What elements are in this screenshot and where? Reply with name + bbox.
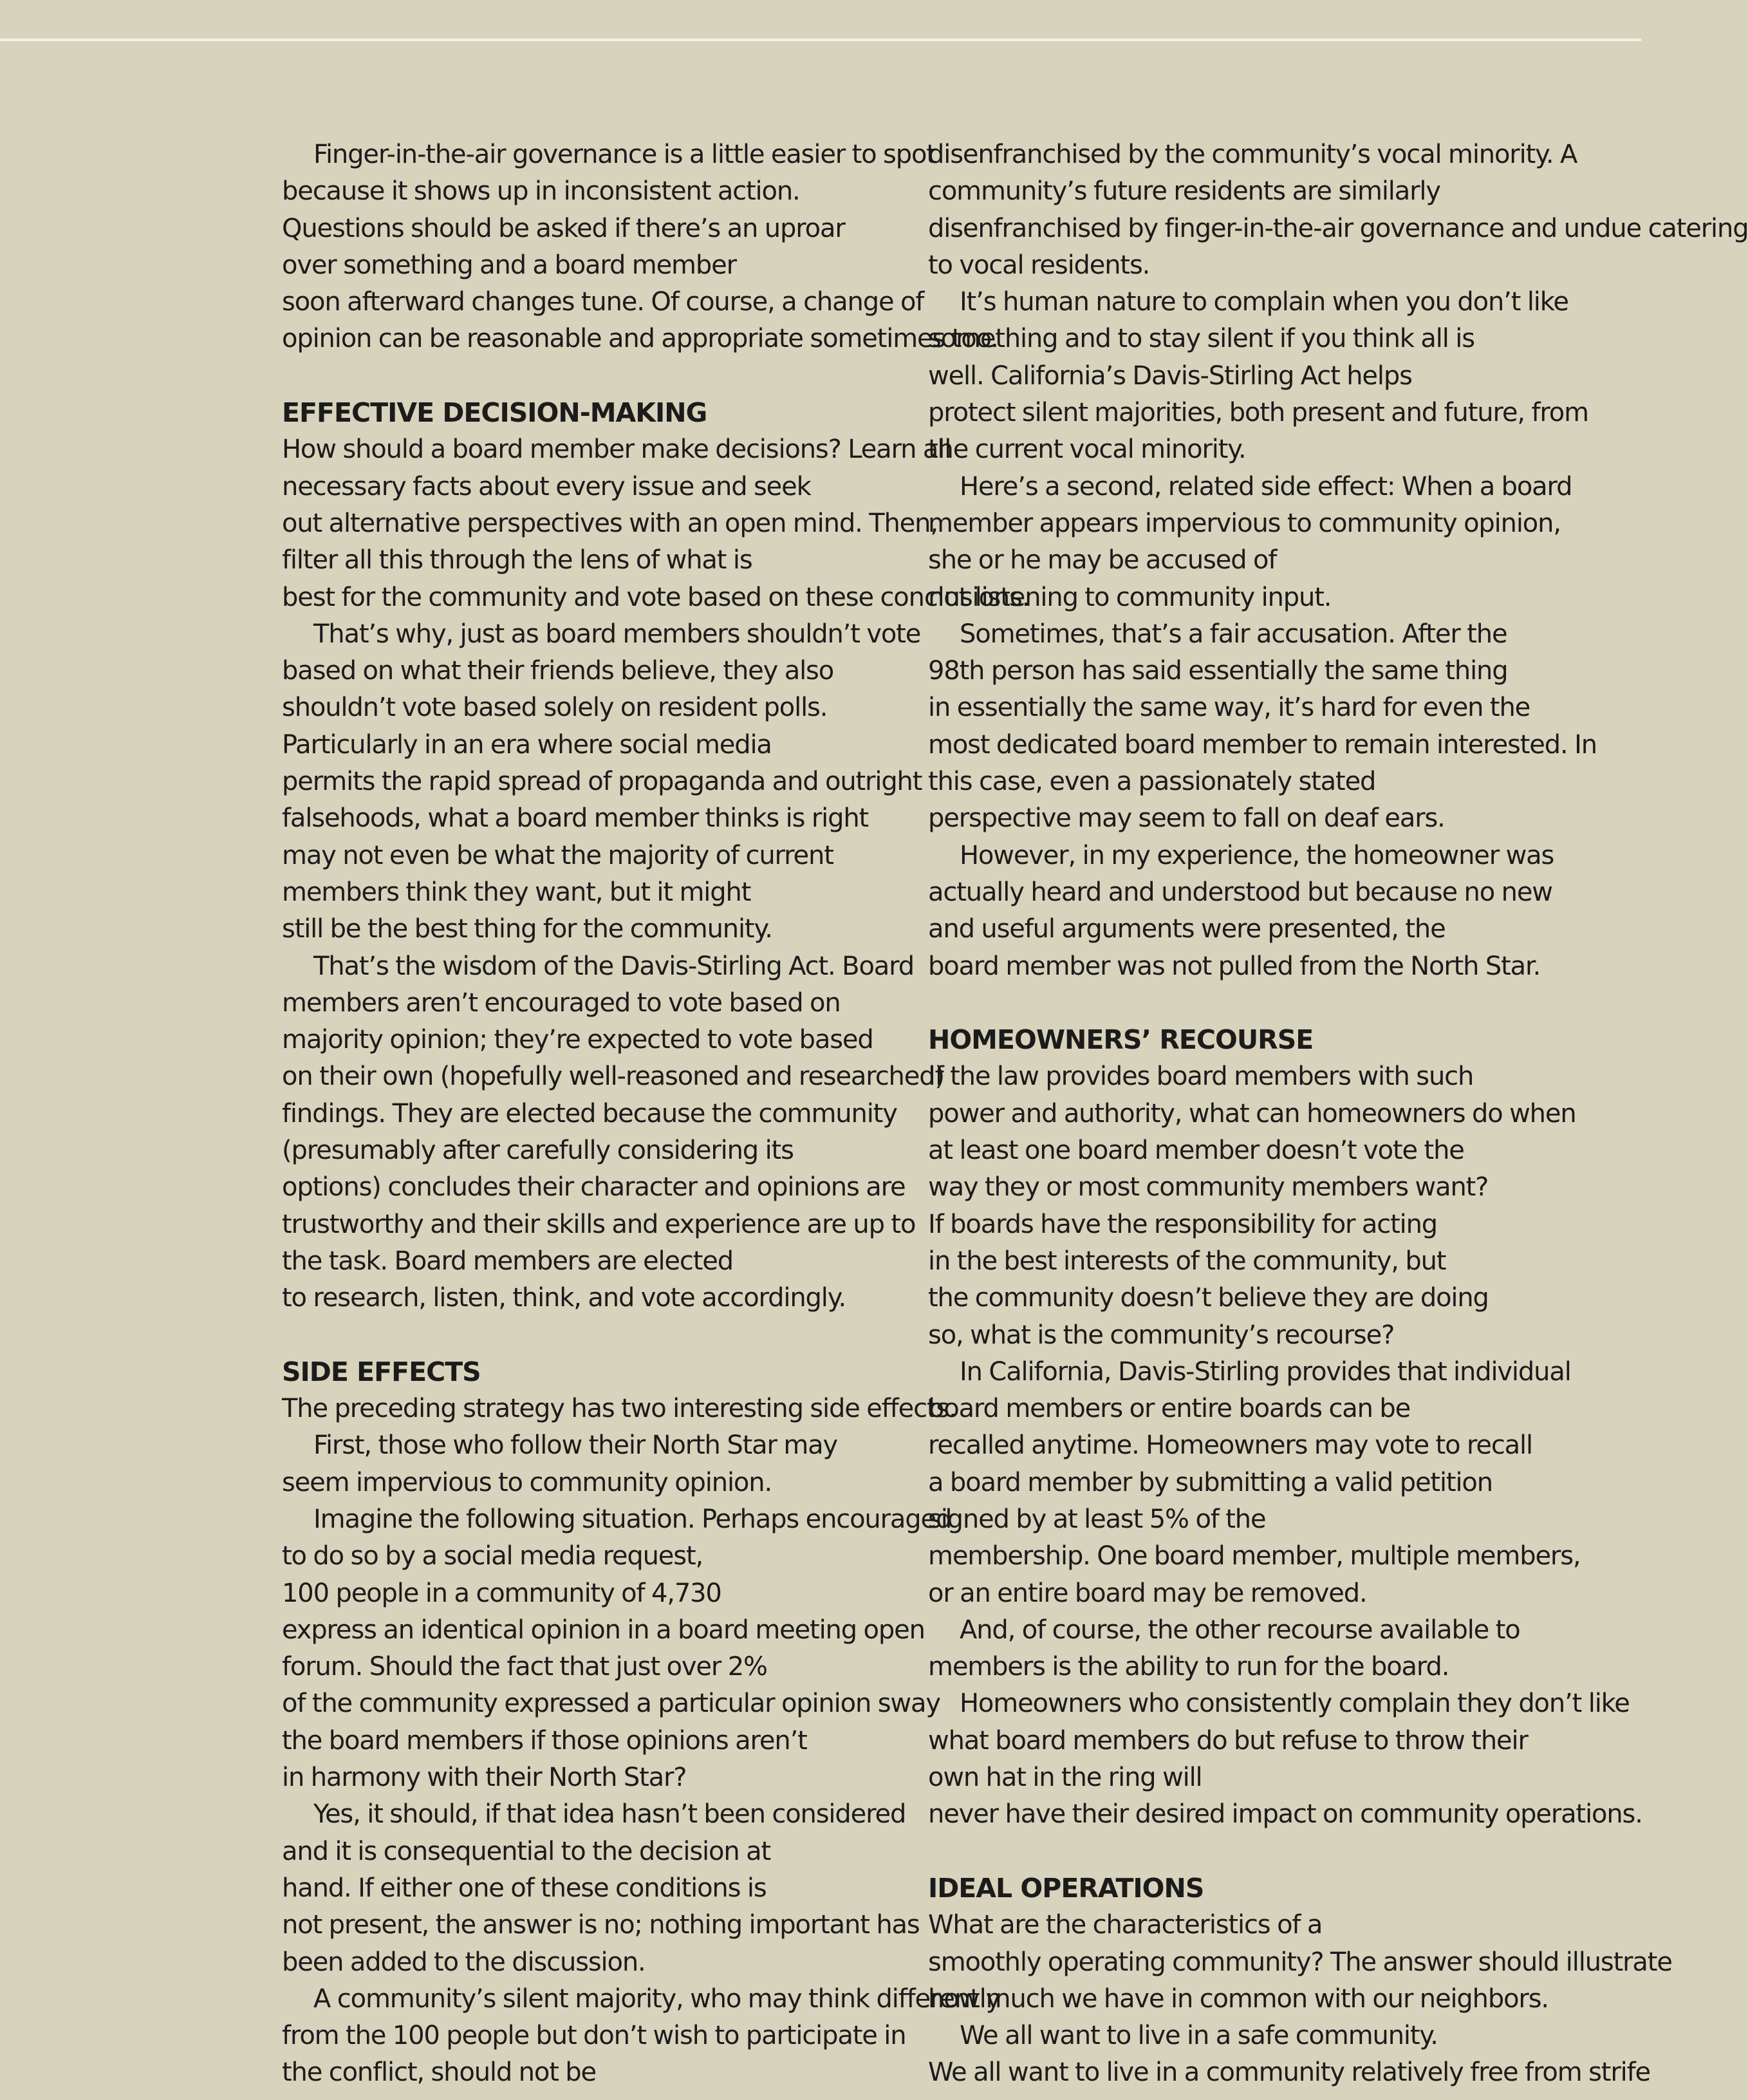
paragraph: How should a board member make decisions? Learn all necessary facts about every issue and seek out alternative perspectives with an open mind. Then, filter all this through the lens of what is best for the community and vote based on these conclusions. [282, 435, 1030, 612]
section-heading-ideal-operations: IDEAL OPERATIONS [928, 1872, 1204, 1904]
paragraph: However, in my experience, the homeowner was actually heard and understood but because no new and useful arguments were presented, the board member was not pulled from the North Star. [928, 840, 1554, 981]
paragraph: Homeowners who consistently complain they don’t like what board members do but refuse to throw their own hat in the ring will never have their desired impact on community operations. [928, 1689, 1642, 1830]
paragraph: That’s the wisdom of the Davis-Stirling Act. Board members aren’t encouraged to vote based on majority opinion; they’re expected to vote based on their own (hopefully well-reasoned and researched) findings. They are elected because the community (presumably after carefully considering its options) concludes their character and opinions are trustworthy and their skills and experience are up to the task. Board members are elected to research, listen, think, and vote accordingly. [282, 951, 944, 1313]
paragraph: That’s why, just as board members shouldn’t vote based on what their friends believe, they also shouldn’t vote based solely on resident polls. Particularly in an era where social media permits the rapid spread of propaganda and outright falsehoods, what a board member thinks is right may not even be what the majority of current members think they want, but it might still be the best thing for the community. [282, 619, 922, 944]
paragraph: Finger-in-the-air governance is a little easier to spot because it shows up in inconsistent action. Questions should be asked if there’s an uproar over something and a board member soon afterward changes tune. Of course, a change of opinion can be reasonable and appropriate sometimes too. [282, 140, 998, 354]
paragraph: Here’s a second, related side effect: When a board member appears impervious to community opinion, she or he may be accused of not listening to community input. [928, 471, 1572, 612]
paragraph: Imagine the following situation. Perhaps encouraged to do so by a social media request, 100 people in a community of 4,730 express an identical opinion in a board meeting open forum. Should the fact that just over 2% of the community expressed a particular opinion sway the board members if those opinions aren’t in harmony with their North Star? [282, 1504, 952, 1793]
paragraph: We all want to live in a safe community. We all want to live in a community relatively free from strife [928, 2021, 1650, 2088]
paragraph: Yes, it should, if that idea hasn’t been considered and it is consequential to the decision at hand. If either one of these conditions is not present, the answer is no; nothing important has been added to the discussion. [282, 1799, 920, 1977]
paragraph: The preceding strategy has two interesting side effects. [282, 1394, 956, 1424]
paragraph: Sometimes, that’s a fair accusation. After the 98th person has said essentially the same thing in essentially the same way, it’s hard for even the most dedicated board member to remain interested. In this case, even a passionately stated perspective may seem to fall on deaf ears. [928, 619, 1597, 834]
top-rule [0, 39, 1641, 41]
right-column [928, 136, 1748, 2092]
paragraph: In California, Davis-Stirling provides that individual board members or entire boards can be recalled anytime. Homeowners may vote to recall a board member by submitting a valid petition signed by at least 5% of the membership. One board member, multiple members, or an entire board may be removed. [928, 1356, 1581, 1608]
section-heading-homeowners-recourse: HOMEOWNERS’ RECOURSE [928, 1024, 1314, 1056]
paragraph: What are the characteristics of a smoothly operating community? The answer should illustrate how much we have in common with our neighbors. [928, 1910, 1672, 2014]
paragraph: A community’s silent majority, who may think differently from the 100 people but don’t wish to participate in the conflict, should not be [282, 1983, 1001, 2088]
paragraph: And, of course, the other recourse available to members is the ability to run for the board. [928, 1615, 1520, 1682]
section-heading-effective-decision-making: EFFECTIVE DECISION-MAKING [282, 397, 707, 429]
left-column [282, 136, 1030, 2092]
paragraph: disenfranchised by the community’s vocal minority. A community’s future residents are similarly disenfranchised by finger-in-the-air governance and undue catering to vocal residents. [928, 140, 1748, 280]
paragraph: If the law provides board members with such power and authority, what can homeowners do when at least one board member doesn’t vote the way they or most community members want? If boards have the responsibility for acting in the best interests of the community, but the community doesn’t believe they are doing so, what is the community’s recourse? [928, 1062, 1576, 1350]
section-heading-side-effects: SIDE EFFECTS [282, 1356, 481, 1387]
paragraph: It’s human nature to complain when you don’t like something and to stay silent if you think all is well. California’s Davis-Stirling Act helps protect silent majorities, both present and future, from the current vocal minority. [928, 287, 1588, 465]
paragraph: First, those who follow their North Star may seem impervious to community opinion. [282, 1430, 838, 1497]
